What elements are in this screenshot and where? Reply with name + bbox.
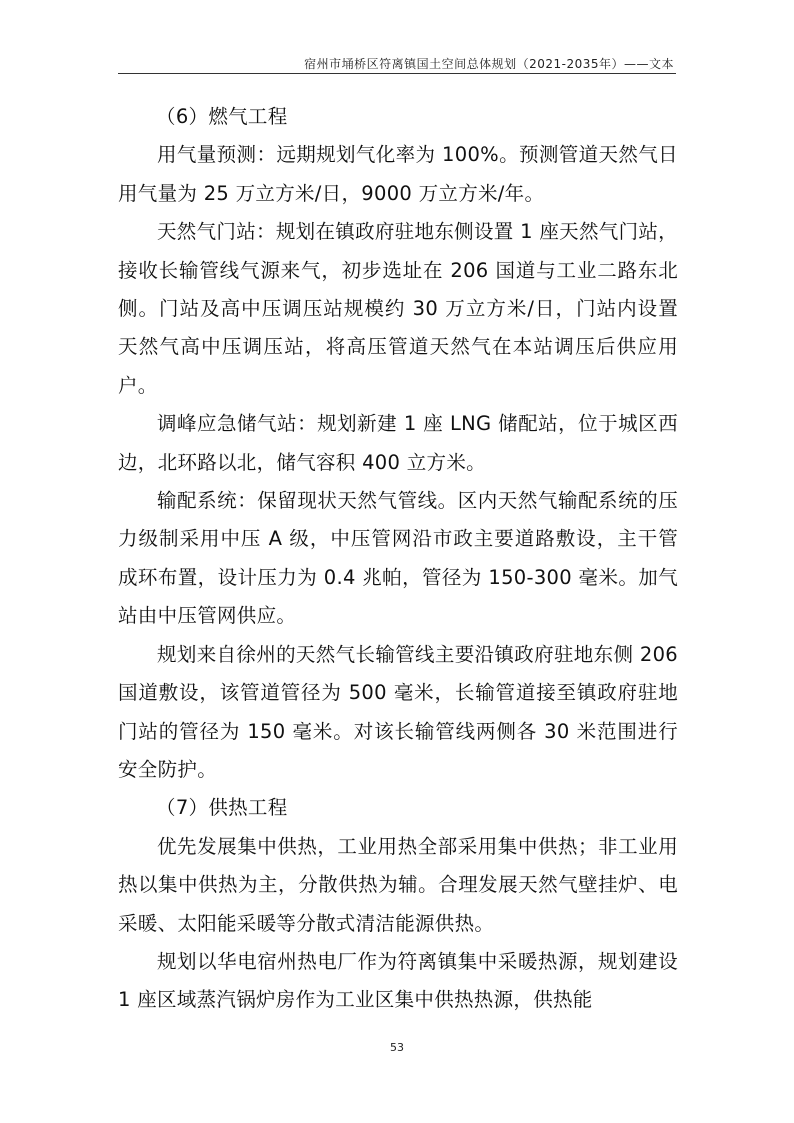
- paragraph-gate-station: 天然气门站：规划在镇政府驻地东侧设置 1 座天然气门站，接收长输管线气源来气，初步选址在 206 国道与工业二路东北侧。门站及高中压调压站规模约 30 万立方米/日，门站内设置天然气高中压调压站，将高压管道天然气在本站调压后供应用户。: [118, 220, 678, 397]
- paragraph-distribution-system: 输配系统：保留现状天然气管线。区内天然气输配系统的压力级制采用中压 A 级，中压管网沿市政主要道路敷设，主干管成环布置，设计压力为 0.4 兆帕，管径为 150-300 毫米。加气站由中压管网供应。: [118, 489, 678, 628]
- header-divider: [118, 73, 676, 74]
- document-body: [118, 98, 678, 1020]
- paragraph-gas-demand: 用气量预测：远期规划气化率为 100%。预测管道天然气日用气量为 25 万立方米/日，9000 万立方米/年。: [118, 143, 678, 205]
- section-heading-gas: （6）燃气工程: [156, 105, 288, 128]
- paragraph-long-distance-pipeline: 规划来自徐州的天然气长输管线主要沿镇政府驻地东侧 206 国道敷设，该管道管径为 500 毫米，长输管道接至镇政府驻地门站的管径为 150 毫米。对该长输管线两侧各 30 米范围进行安全防护。: [118, 642, 678, 781]
- paragraph-storage-station: 调峰应急储气站：规划新建 1 座 LNG 储配站，位于城区西边，北环路以北，储气容积 400 立方米。: [118, 412, 678, 474]
- paragraph-heating-policy: 优先发展集中供热，工业用热全部采用集中供热；非工业用热以集中供热为主，分散供热为辅。合理发展天然气壁挂炉、电采暖、太阳能采暖等分散式清洁能源供热。: [118, 834, 678, 935]
- paragraph-heating-source: 规划以华电宿州热电厂作为符离镇集中采暖热源，规划建设 1 座区域蒸汽锅炉房作为工业区集中供热热源，供热能: [118, 949, 678, 1012]
- page-number: 53: [390, 1041, 404, 1054]
- running-header: 宿州市埇桥区符离镇国土空间总体规划（2021-2035年）——文本: [304, 57, 674, 71]
- section-heading-heating: （7）供热工程: [156, 796, 288, 820]
